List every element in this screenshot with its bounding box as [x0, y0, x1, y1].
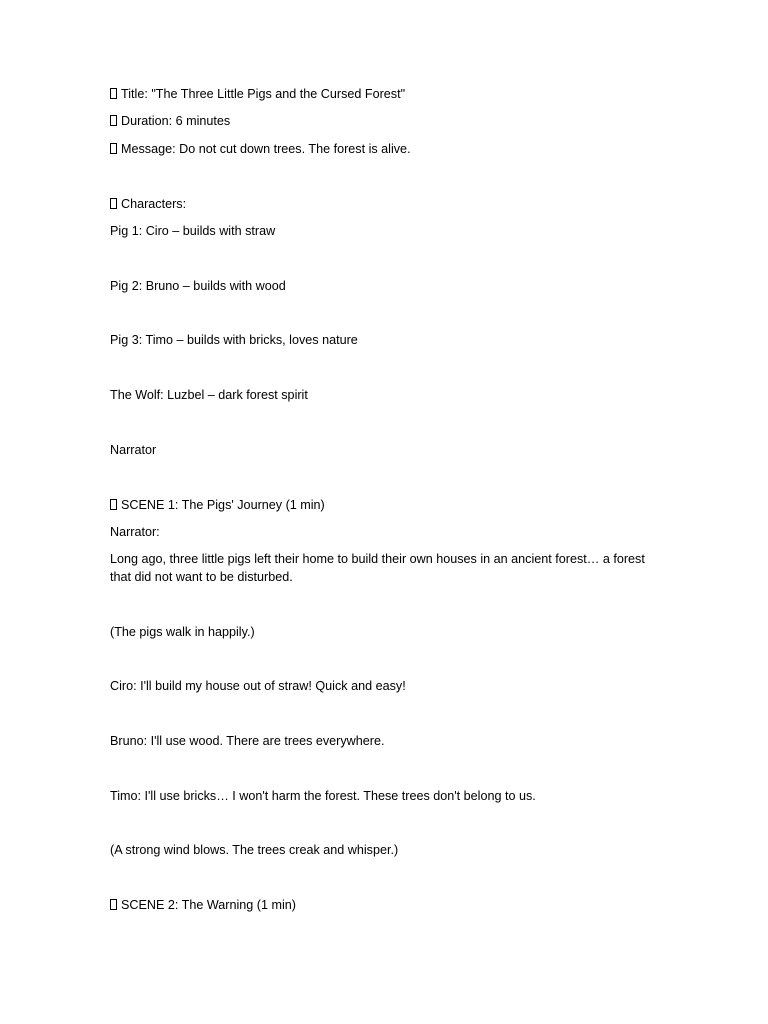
characters-heading-text: Characters:: [121, 197, 187, 211]
character-item: Pig 1: Ciro – builds with straw: [110, 224, 276, 238]
character-item: Pig 3: Timo – builds with bricks, loves nature: [110, 333, 358, 347]
missing-glyph-icon: [110, 499, 117, 510]
message-line: [110, 140, 411, 158]
missing-glyph-icon: [110, 88, 117, 99]
scene2-heading: [110, 896, 296, 914]
stage-direction: (The pigs walk in happily.): [110, 625, 255, 639]
scene1-heading-text: SCENE 1: The Pigs' Journey (1 min): [121, 498, 325, 512]
scene2-heading-text: SCENE 2: The Warning (1 min): [121, 898, 296, 912]
title-text: Title: "The Three Little Pigs and the Cursed Forest": [121, 87, 406, 101]
scene1-heading: [110, 496, 325, 514]
title-line: [110, 85, 405, 103]
duration-text: Duration: 6 minutes: [121, 114, 231, 128]
dialogue-line-timo: Timo: I'll use bricks… I won't harm the forest. These trees don't belong to us.: [110, 789, 536, 803]
narrator-label: Narrator:: [110, 525, 160, 539]
character-item: The Wolf: Luzbel – dark forest spirit: [110, 388, 308, 402]
message-text: Message: Do not cut down trees. The forest is alive.: [121, 142, 411, 156]
duration-line: [110, 112, 230, 130]
dialogue-line-bruno: Bruno: I'll use wood. There are trees everywhere.: [110, 734, 385, 748]
missing-glyph-icon: [110, 143, 117, 154]
character-item: Narrator: [110, 443, 157, 457]
characters-heading: [110, 195, 186, 213]
character-item: Pig 2: Bruno – builds with wood: [110, 279, 286, 293]
dialogue-line-ciro: Ciro: I'll build my house out of straw! Quick and easy!: [110, 679, 406, 693]
missing-glyph-icon: [110, 198, 117, 209]
stage-direction: (A strong wind blows. The trees creak and whisper.): [110, 843, 399, 857]
missing-glyph-icon: [110, 115, 117, 126]
narration-paragraph: Long ago, three little pigs left their home to build their own houses in an ancient forest… a forest that did not want to be disturbed.: [110, 552, 645, 584]
missing-glyph-icon: [110, 899, 117, 910]
